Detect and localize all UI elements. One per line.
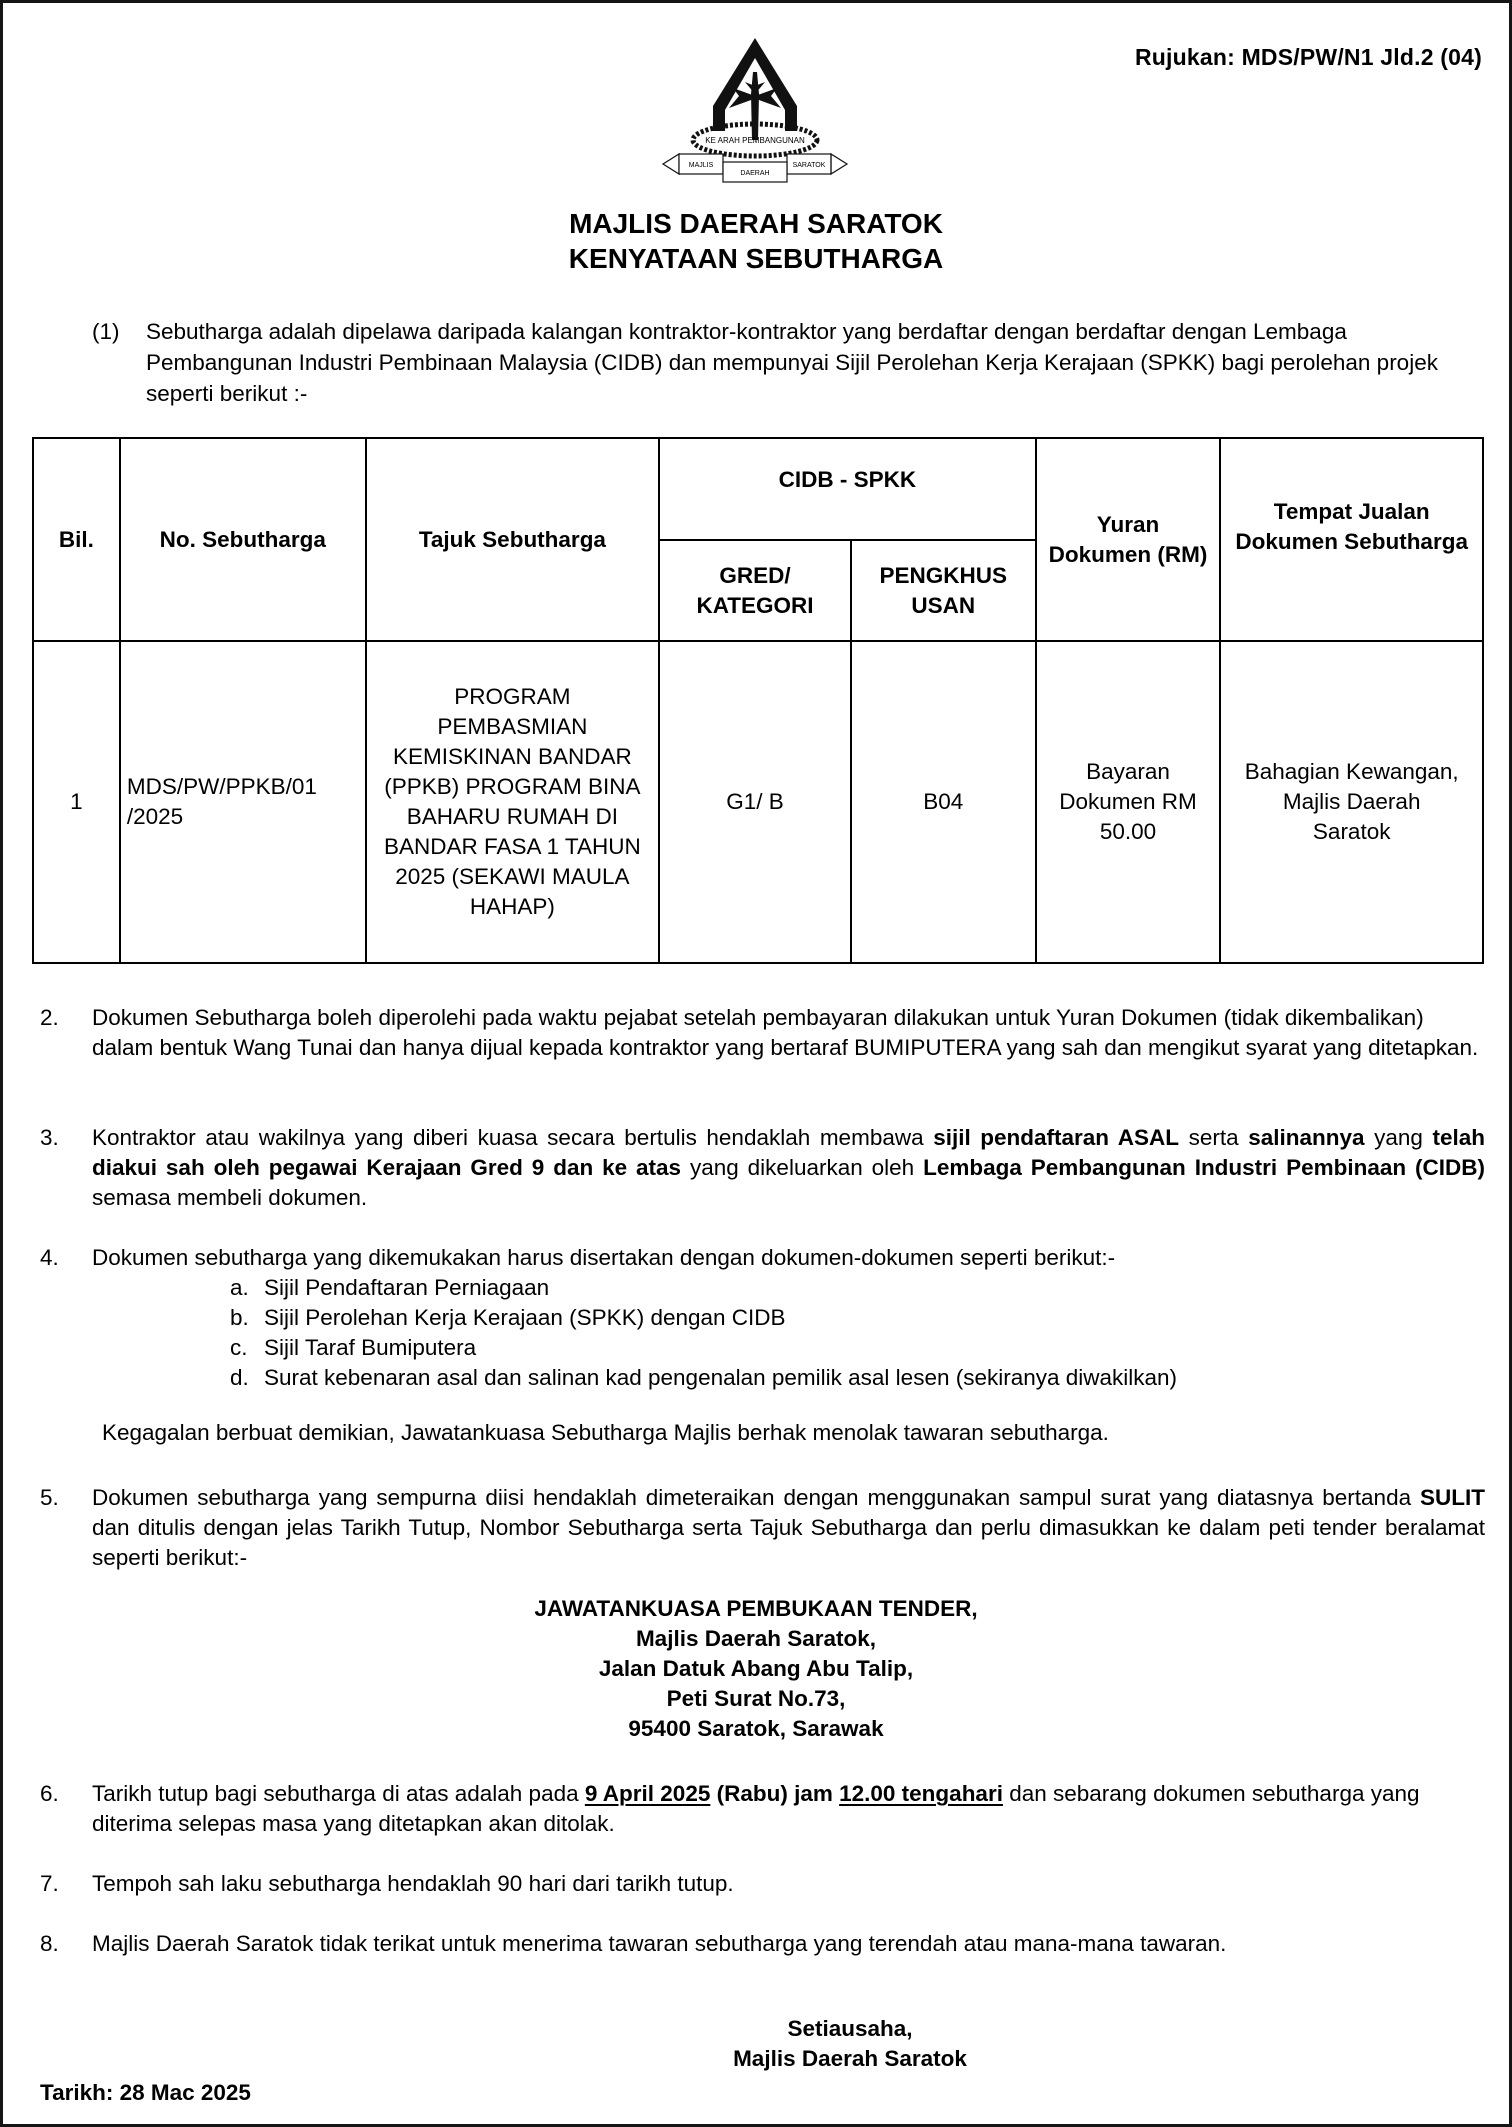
para-8-number: 8. <box>40 1931 59 1956</box>
para-7-number: 7. <box>40 1871 59 1896</box>
logo-ribbon-right: SARATOK <box>792 162 826 169</box>
paragraph-5 <box>40 1483 1485 1573</box>
table-header-row <box>33 438 1483 540</box>
closing-time: 12.00 tengahari <box>839 1781 1003 1806</box>
para-8-text: Majlis Daerah Saratok tidak terikat untuk menerima tawaran sebutharga yang terendah atau mana-mana tawaran. <box>92 1931 1227 1956</box>
para-3-part: Kontraktor atau wakilnya yang diberi kuasa secara bertulis hendaklah membawa <box>92 1125 934 1150</box>
para-4-note: Kegagalan berbuat demikian, Jawatankuasa Sebutharga Majlis berhak menolak tawaran sebutharga. <box>102 1420 1109 1445</box>
header-tempat: Tempat Jualan Dokumen Sebutharga <box>1220 438 1483 641</box>
list-item-text: Sijil Pendaftaran Perniagaan <box>264 1275 550 1300</box>
para-6-part: Tarikh tutup bagi sebutharga di atas adalah pada <box>92 1781 585 1806</box>
para-6-bold: (Rabu) jam <box>710 1781 840 1806</box>
para-4-number: 4. <box>40 1245 59 1270</box>
para-3-part: yang <box>1364 1125 1433 1150</box>
header-tajuk: Tajuk Sebutharga <box>366 438 660 641</box>
header-pengkhususan: PENGKHUS USAN <box>851 540 1036 641</box>
list-item <box>230 1273 549 1303</box>
issue-date: Tarikh: 28 Mac 2025 <box>40 2080 251 2105</box>
para-5-text <box>92 1483 1485 1573</box>
para-3-bold: salinannya <box>1248 1125 1365 1150</box>
header-yuran: Yuran Dokumen (RM) <box>1036 438 1221 641</box>
address-line: JAWATANKUASA PEMBUKAAN TENDER, <box>534 1596 978 1621</box>
para-4-text: Dokumen sebutharga yang dikemukakan harus disertakan dengan dokumen-dokumen seperti berikut:- <box>92 1245 1116 1270</box>
tender-address <box>0 1594 1512 1744</box>
address-line: 95400 Saratok, Sarawak <box>628 1716 884 1741</box>
cell-tempat: Bahagian Kewangan, Majlis Daerah Saratok <box>1220 641 1483 963</box>
list-item-letter: d. <box>230 1365 249 1390</box>
quotation-table <box>32 437 1484 964</box>
list-item <box>230 1363 1177 1393</box>
header-bil: Bil. <box>33 438 120 641</box>
para-3-bold: Lembaga Pembangunan Industri Pembinaan (CIDB) <box>923 1155 1486 1180</box>
list-item <box>230 1333 476 1363</box>
para-3-bold: telah diakui sah oleh pegawai Kerajaan Gred 9 dan ke atas <box>92 1125 1485 1180</box>
page-title <box>0 206 1512 276</box>
para-5-part: Dokumen sebutharga yang sempurna diisi hendaklah dimeteraikan dengan menggunakan sampul surat yang diatasnya bertanda <box>92 1485 1420 1510</box>
signature-org: Majlis Daerah Saratok <box>733 2046 967 2071</box>
address-line: Peti Surat No.73, <box>666 1686 846 1711</box>
address-line: Jalan Datuk Abang Abu Talip, <box>598 1656 914 1681</box>
para-6-text <box>92 1779 1485 1839</box>
para-3-bold: sijil pendaftaran ASAL <box>933 1125 1180 1150</box>
list-item-text: Sijil Taraf Bumiputera <box>264 1335 477 1360</box>
para-6-number: 6. <box>40 1781 59 1806</box>
logo-ribbon-left: MAJLIS <box>688 162 714 169</box>
para-3-part: yang dikeluarkan oleh <box>681 1155 924 1180</box>
logo-motto: KE ARAH PEMBANGUNAN <box>705 136 805 145</box>
cell-bil: 1 <box>33 641 120 963</box>
para-3-number: 3. <box>40 1125 59 1150</box>
para-5-bold: SULIT <box>1420 1485 1485 1510</box>
para-3-text <box>92 1123 1485 1213</box>
para-7-text: Tempoh sah laku sebutharga hendaklah 90 hari dari tarikh tutup. <box>92 1871 734 1896</box>
paragraph-3 <box>40 1123 1485 1213</box>
paragraph-2 <box>40 1003 1485 1063</box>
cell-tajuk: PROGRAM PEMBASMIAN KEMISKINAN BANDAR (PPKB) PROGRAM BINA BAHARU RUMAH DI BANDAR FASA 1 TAHUN 2025 (SEKAWI MAULA HAHAP) <box>366 641 660 963</box>
title-notice: KENYATAAN SEBUTHARGA <box>568 243 944 274</box>
logo-ribbon-center: DAERAH <box>740 170 770 177</box>
para-5-part: dan ditulis dengan jelas Tarikh Tutup, Nombor Sebutharga serta Tajuk Sebutharga dan perlu dimasukkan ke dalam peti tender beralamat seperti berikut:- <box>92 1515 1485 1570</box>
cell-gred: G1/ B <box>659 641 851 963</box>
cell-no: MDS/PW/PPKB/01 /2025 <box>120 641 366 963</box>
para-3-part: serta <box>1179 1125 1249 1150</box>
list-item-text: Surat kebenaran asal dan salinan kad pengenalan pemilik asal lesen (sekiranya diwakilkan) <box>264 1365 1178 1390</box>
para-6-part: dan sebarang dokumen sebutharga yang diterima selepas masa yang ditetapkan akan ditolak. <box>92 1781 1420 1836</box>
signature-block <box>560 2014 1140 2074</box>
cell-pengkhususan: B04 <box>851 641 1036 963</box>
council-crest-icon <box>655 36 855 186</box>
paragraph-4 <box>40 1243 1485 1273</box>
paragraph-6 <box>40 1779 1485 1839</box>
para-2-number: 2. <box>40 1005 59 1030</box>
header-no: No. Sebutharga <box>120 438 366 641</box>
list-item-letter: b. <box>230 1305 249 1330</box>
title-org: MAJLIS DAERAH SARATOK <box>569 208 943 239</box>
intro-number: (1) <box>92 319 120 344</box>
intro-paragraph <box>92 316 1482 409</box>
list-item-text: Sijil Perolehan Kerja Kerajaan (SPKK) dengan CIDB <box>264 1305 786 1330</box>
address-line: Majlis Daerah Saratok, <box>635 1626 877 1651</box>
para-5-number: 5. <box>40 1485 59 1510</box>
header-cidb: CIDB - SPKK <box>659 438 1036 540</box>
list-item <box>230 1303 786 1333</box>
table-row <box>33 641 1483 963</box>
paragraph-7 <box>40 1869 1485 1899</box>
closing-date: 9 April 2025 <box>584 1781 711 1806</box>
paragraph-8 <box>40 1929 1485 1959</box>
signature-title: Setiausaha, <box>787 2016 913 2041</box>
cell-yuran: Bayaran Dokumen RM 50.00 <box>1036 641 1221 963</box>
list-item-letter: c. <box>230 1335 248 1360</box>
reference-number: Rujukan: MDS/PW/N1 Jld.2 (04) <box>1134 44 1482 70</box>
header-gred: GRED/ KATEGORI <box>659 540 851 641</box>
para-3-part: semasa membeli dokumen. <box>92 1185 368 1210</box>
list-item-letter: a. <box>230 1275 249 1300</box>
para-2-text: Dokumen Sebutharga boleh diperolehi pada waktu pejabat setelah pembayaran dilakukan untuk Yuran Dokumen (tidak dikembalikan) dalam bentuk Wang Tunai dan hanya dijual kepada kontraktor yang bertaraf BUMIPUTERA yang sah dan mengikut syarat yang ditetapkan. <box>92 1005 1479 1060</box>
intro-text: Sebutharga adalah dipelawa daripada kalangan kontraktor-kontraktor yang berdaftar dengan berdaftar dengan Lembaga Pembangunan Industri Pembinaan Malaysia (CIDB) dan mempunyai Sijil Perolehan Kerja Kerajaan (SPKK) bagi perolehan projek seperti berikut :- <box>146 319 1438 406</box>
